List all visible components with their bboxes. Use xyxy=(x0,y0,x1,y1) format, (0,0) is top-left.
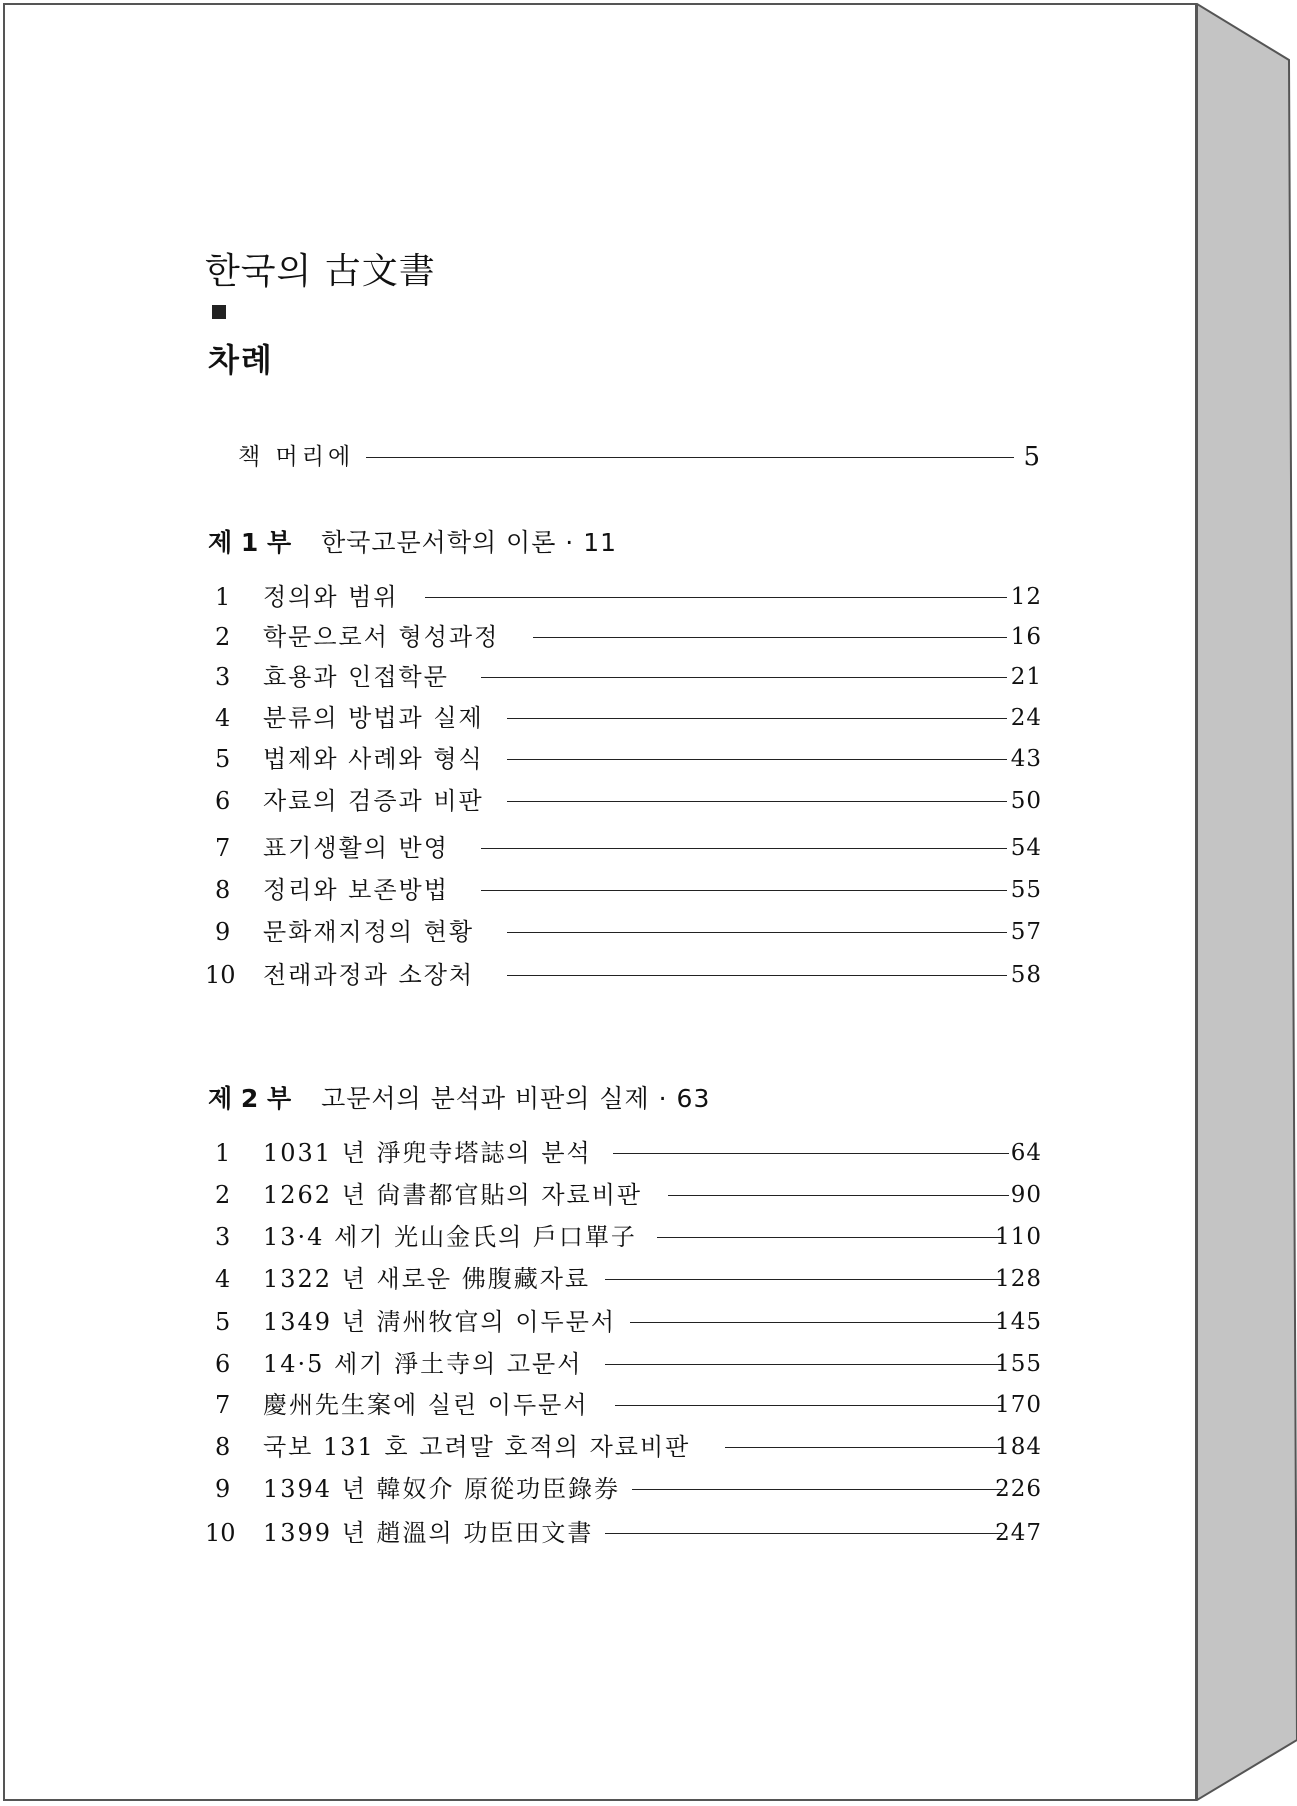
toc-entry[interactable] xyxy=(5,1175,1199,1215)
toc-entry-label: 1394 년 韓奴介 原從功臣錄券 xyxy=(263,1475,621,1503)
part-title: 고문서의 분석과 비판의 실제 · 63 xyxy=(321,1084,711,1113)
toc-entry[interactable] xyxy=(5,1385,1199,1425)
toc-entry-label: 자료의 검증과 비판 xyxy=(263,787,484,815)
toc-entry-preface[interactable] xyxy=(5,437,1199,477)
toc-entry[interactable] xyxy=(5,1259,1199,1299)
dot-leader xyxy=(507,801,1007,802)
toc-entry-label: 정의와 범위 xyxy=(263,583,399,611)
toc-entry-page: 64 xyxy=(1010,1140,1042,1166)
toc-entry[interactable] xyxy=(5,739,1199,779)
toc-entry-number: 9 xyxy=(215,1475,231,1503)
dot-leader xyxy=(725,1447,1003,1448)
part-header-2[interactable] xyxy=(208,1079,710,1119)
toc-entry-label: 효용과 인접학문 xyxy=(263,663,449,691)
dot-leader xyxy=(425,597,1007,598)
toc-entry[interactable] xyxy=(5,1133,1199,1173)
toc-entry-number: 3 xyxy=(215,663,231,691)
dot-leader xyxy=(533,637,1007,638)
toc-entry-page: 57 xyxy=(1010,919,1042,945)
toc-entry[interactable] xyxy=(5,1302,1199,1342)
toc-entry-label: 1399 년 趙溫의 功臣田文書 xyxy=(263,1519,594,1547)
dot-leader xyxy=(507,718,1007,719)
toc-entry-number: 7 xyxy=(215,834,231,862)
toc-entry-label: 법제와 사례와 형식 xyxy=(263,745,484,773)
toc-entry-page: 24 xyxy=(1010,705,1042,731)
toc-entry[interactable] xyxy=(5,1217,1199,1257)
dot-leader xyxy=(615,1405,1003,1406)
toc-entry-page: 5 xyxy=(1023,442,1041,472)
dot-leader xyxy=(630,1322,1003,1323)
dot-leader xyxy=(632,1489,1003,1490)
toc-entry[interactable] xyxy=(5,828,1199,868)
dot-leader xyxy=(605,1279,1003,1280)
toc-entry-number: 4 xyxy=(215,1265,231,1293)
book-page-edge xyxy=(1197,0,1297,1806)
toc-entry-page: 50 xyxy=(1010,788,1042,814)
toc-entry-page: 184 xyxy=(995,1434,1042,1460)
toc-entry-label: 분류의 방법과 실제 xyxy=(263,704,484,732)
toc-entry-page: 54 xyxy=(1010,835,1042,861)
toc-entry-number: 1 xyxy=(215,583,231,611)
toc-entry-page: 155 xyxy=(995,1351,1042,1377)
toc-entry[interactable] xyxy=(5,955,1199,995)
toc-entry-number: 5 xyxy=(215,745,231,773)
toc-entry[interactable] xyxy=(5,657,1199,697)
toc-entry-number: 10 xyxy=(205,961,236,989)
toc-entry[interactable] xyxy=(5,1427,1199,1467)
toc-entry-page: 170 xyxy=(995,1392,1042,1418)
toc-entry-number: 7 xyxy=(215,1391,231,1419)
dot-leader xyxy=(507,932,1007,933)
toc-entry-label: 학문으로서 형성과정 xyxy=(263,623,500,651)
dot-leader xyxy=(507,759,1007,760)
toc-entry-page: 43 xyxy=(1010,746,1042,772)
toc-entry-label: 1262 년 尙書都官貼의 자료비판 xyxy=(263,1181,643,1209)
toc-entry-number: 1 xyxy=(215,1139,231,1167)
toc-entry-number: 2 xyxy=(215,623,231,651)
toc-entry-number: 4 xyxy=(215,704,231,732)
toc-entry[interactable] xyxy=(5,698,1199,738)
dot-leader xyxy=(668,1195,1009,1196)
dot-leader xyxy=(366,457,1014,458)
toc-entry-page: 16 xyxy=(1010,624,1042,650)
toc-entry-number: 8 xyxy=(215,876,231,904)
toc-entry-label: 전래과정과 소장처 xyxy=(263,961,475,989)
toc-entry-number: 9 xyxy=(215,918,231,946)
toc-entry-number: 10 xyxy=(205,1519,236,1547)
toc-entry-number: 5 xyxy=(215,1308,231,1336)
toc-entry-number: 6 xyxy=(215,1350,231,1378)
toc-entry[interactable] xyxy=(5,617,1199,657)
dot-leader xyxy=(613,1153,1009,1154)
part-title: 한국고문서학의 이론 · 11 xyxy=(321,528,618,557)
toc-entry-page: 58 xyxy=(1010,962,1042,988)
dot-leader xyxy=(481,890,1007,891)
book-title: 한국의 古文書 xyxy=(205,251,436,292)
toc-entry-label: 1349 년 淸州牧官의 이두문서 xyxy=(263,1308,617,1336)
toc-heading: 차례 xyxy=(208,341,274,379)
toc-entry[interactable] xyxy=(5,1469,1199,1509)
toc-entry[interactable] xyxy=(5,577,1199,617)
toc-entry[interactable] xyxy=(5,781,1199,821)
dot-leader xyxy=(605,1533,1003,1534)
dot-leader xyxy=(605,1364,1003,1365)
part-header-1[interactable] xyxy=(208,523,617,563)
toc-entry-number: 3 xyxy=(215,1223,231,1251)
toc-entry-number: 8 xyxy=(215,1433,231,1461)
toc-entry-label: 국보 131 호 고려말 호적의 자료비판 xyxy=(263,1433,691,1461)
toc-entry-number: 2 xyxy=(215,1181,231,1209)
dot-leader xyxy=(657,1237,1003,1238)
dot-leader xyxy=(507,975,1007,976)
toc-entry-page: 55 xyxy=(1010,877,1042,903)
toc-entry-label: 정리와 보존방법 xyxy=(263,876,449,904)
dot-leader xyxy=(481,677,1007,678)
toc-entry-label: 慶州先生案에 실린 이두문서 xyxy=(263,1391,589,1419)
toc-entry-page: 128 xyxy=(995,1266,1042,1292)
toc-entry-page: 90 xyxy=(1010,1182,1042,1208)
toc-entry[interactable] xyxy=(5,1513,1199,1553)
toc-entry-page: 110 xyxy=(995,1224,1042,1250)
book-page xyxy=(3,3,1197,1801)
toc-entry[interactable] xyxy=(5,870,1199,910)
title-square-bullet xyxy=(212,305,226,319)
toc-entry-number: 6 xyxy=(215,787,231,815)
toc-entry-page: 12 xyxy=(1010,584,1042,610)
toc-entry-label: 1031 년 淨兜寺塔誌의 분석 xyxy=(263,1139,592,1167)
dot-leader xyxy=(481,848,1007,849)
toc-entry-label: 표기생활의 반영 xyxy=(263,834,449,862)
part-label: 제 1 부 xyxy=(208,528,292,557)
toc-entry-page: 145 xyxy=(995,1309,1042,1335)
toc-entry-page: 226 xyxy=(995,1476,1042,1502)
part-label: 제 2 부 xyxy=(208,1084,292,1113)
toc-entry-page: 21 xyxy=(1010,664,1042,690)
toc-entry-label: 14·5 세기 淨土寺의 고문서 xyxy=(263,1350,583,1378)
toc-entry[interactable] xyxy=(5,1344,1199,1384)
toc-entry-label: 책 머리에 xyxy=(238,444,355,470)
toc-entry-label: 1322 년 새로운 佛腹藏자료 xyxy=(263,1265,591,1293)
toc-entry-label: 13·4 세기 光山金氏의 戶口單子 xyxy=(263,1223,637,1251)
toc-entry-label: 문화재지정의 현황 xyxy=(263,918,475,946)
toc-entry-page: 247 xyxy=(995,1520,1042,1546)
toc-entry[interactable] xyxy=(5,912,1199,952)
